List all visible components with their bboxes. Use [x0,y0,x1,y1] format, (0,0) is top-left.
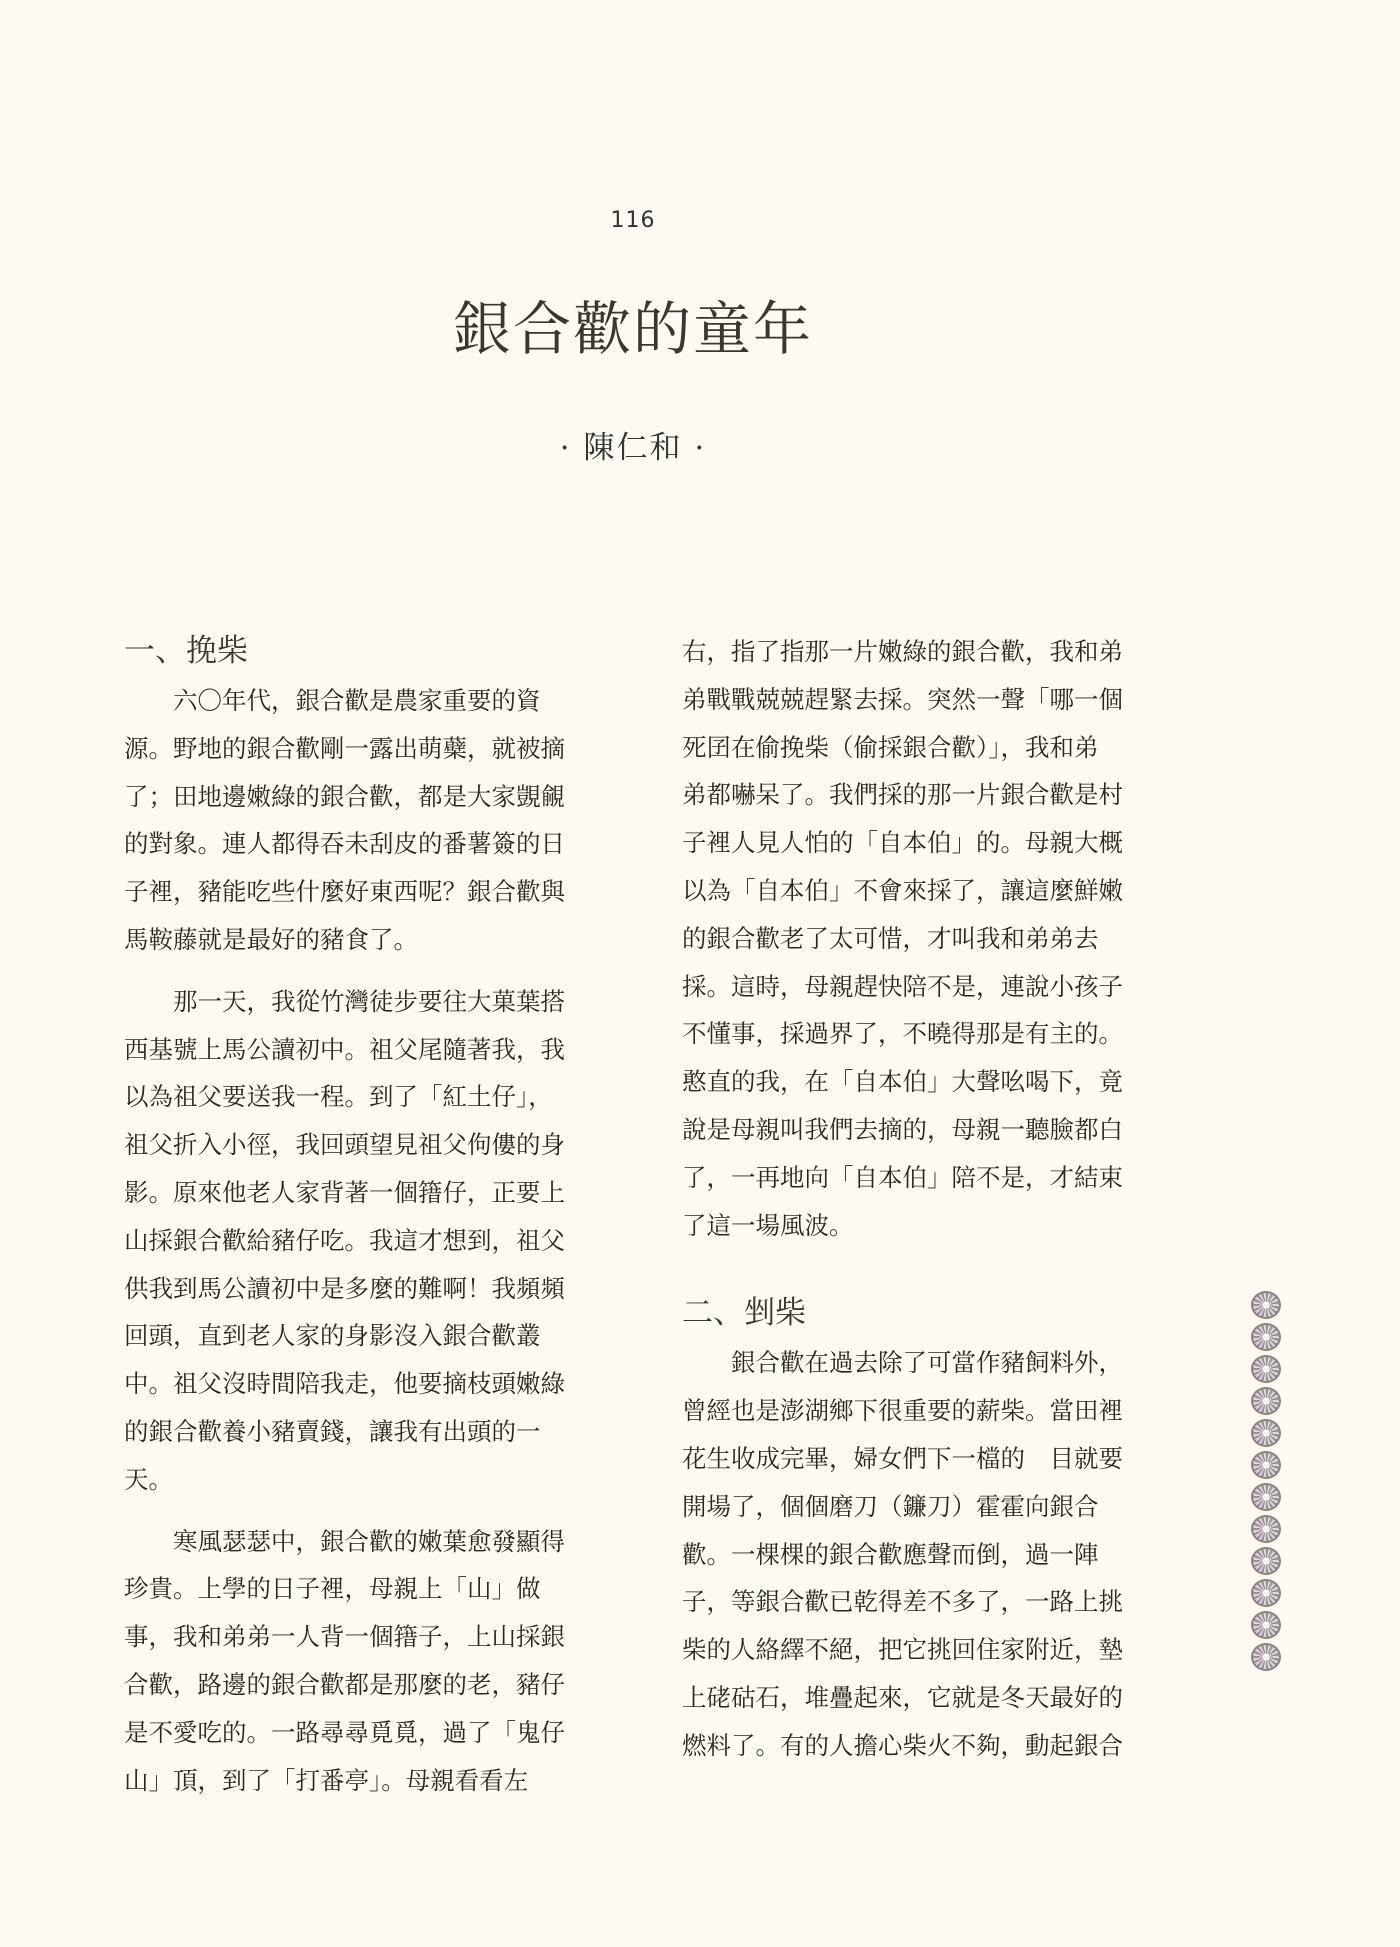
text-line: 花生收成完畢，婦女們下一檔的 目就要 [682,1443,1123,1473]
left-column-body [124,677,589,1804]
text-line: 死囝在偷挽柴（偷採銀合歡）」，我和弟 [682,732,1099,762]
text-line: 子，等銀合歡已乾得差不多了，一路上挑 [682,1587,1123,1617]
text-line: 採。這時，母親趕快陪不是，連說小孩子 [682,971,1123,1001]
text-line: 源。野地的銀合歡剛一露出萌蘗，就被摘 [124,733,565,763]
right-column [682,628,1147,1770]
text-line: 供我到馬公讀初中是多麼的難啊！我頻頻 [124,1273,565,1303]
text-line: 以為祖父要送我一程。到了「紅土仔」， [124,1082,553,1112]
left-column [124,625,589,1804]
ornament-medallion-icon [1251,1611,1281,1639]
text-line: 憨直的我，在「自本伯」大聲吆喝下，竟 [682,1067,1123,1097]
text-line: 回頭，直到老人家的身影沒入銀合歡叢 [124,1321,541,1351]
text-line: 不懂事，採過界了，不曉得那是有主的。 [682,1019,1123,1049]
ornament-medallion-icon [1251,1355,1281,1383]
ornament-medallion-icon [1251,1323,1281,1351]
ornament-medallion-icon [1251,1419,1281,1447]
text-line: 燃料了。有的人擔心柴火不夠，動起銀合 [682,1730,1123,1760]
right-column-body-bottom [682,1339,1147,1769]
right-column-body-top [682,628,1147,1249]
text-line: 合歡，路邊的銀合歡都是那麼的老，豬仔 [124,1669,565,1699]
author-byline: · 陳仁和 · [559,430,707,466]
text-line: 開場了，個個磨刀（鐮刀）霍霍向銀合 [682,1491,1099,1521]
ornament-medallion-icon [1251,1547,1281,1575]
text-line: 歡。一棵棵的銀合歡應聲而倒，過一陣 [682,1539,1099,1569]
section-heading-2: 二、剉柴 [682,1295,806,1332]
text-line: 馬鞍藤就是最好的豬食了。 [124,924,418,954]
text-line: 說是母親叫我們去摘的，母親一聽臉都白 [682,1114,1123,1144]
text-line: 山」頂，到了「打番亭」。母親看看左 [124,1765,529,1795]
ornament-medallion-icon [1251,1291,1281,1319]
text-line: 影。原來他老人家背著一個簎仔，正要上 [124,1177,565,1207]
text-line: 子裡人見人怕的「自本伯」的。母親大概 [682,828,1123,858]
text-line: 的銀合歡養小豬賣錢，讓我有出頭的一 [124,1416,541,1446]
ornament-medallion-icon [1251,1579,1281,1607]
article-title: 銀合歡的童年 [452,295,813,363]
text-line: 右，指了指那一片嫩綠的銀合歡，我和弟 [682,637,1123,666]
text-line: 以為「自本伯」不會來採了，讓這麼鮮嫩 [682,875,1123,905]
text-line: 弟都嚇呆了。我們採的那一片銀合歡是村 [682,780,1123,810]
text-line: 那一天，我從竹灣徒步要往大菓葉搭 [124,986,565,1016]
section-heading-1: 一、挽柴 [124,633,248,669]
text-line: 祖父折入小徑，我回頭望見祖父佝僂的身 [124,1130,565,1160]
text-line: 的銀合歡老了太可惜，才叫我和弟弟去 [682,923,1099,953]
text-line: 事，我和弟弟一人背一個簎子，上山採銀 [124,1622,565,1652]
page-number: 116 [610,208,656,233]
text-line: 了這一場風波。 [682,1210,854,1240]
text-line: 的對象。連人都得吞未刮皮的番薯簽的日 [124,829,565,859]
text-line: 珍貴。上學的日子裡，母親上「山」做 [124,1574,541,1604]
text-line: 了；田地邊嫩綠的銀合歡，都是大家覬覦 [124,781,565,811]
text-line: 西基號上馬公讀初中。祖父尾隨著我，我 [124,1034,565,1064]
text-line: 曾經也是澎湖鄉下很重要的薪柴。當田裡 [682,1396,1123,1426]
text-line: 是不愛吃的。一路尋尋覓覓，過了「鬼仔 [124,1717,565,1747]
text-line: 天。 [124,1464,173,1494]
text-line: 子裡，豬能吃些什麼好東西呢？銀合歡與 [124,877,565,907]
text-line: 了，一再地向「自本伯」陪不是，才結束 [682,1162,1123,1192]
text-line: 中。祖父沒時間陪我走，他要摘枝頭嫩綠 [124,1369,565,1399]
text-line: 上硓𥑮石，堆疊起來，它就是冬天最好的 [682,1682,1123,1712]
ornament-medallion-icon [1251,1483,1281,1511]
ornament-medallion-icon [1251,1643,1281,1671]
text-line: 弟戰戰兢兢趕緊去採。突然一聲「哪一個 [682,684,1123,714]
text-line: 銀合歡在過去除了可當作豬飼料外， [682,1348,1123,1378]
text-line: 寒風瑟瑟中，銀合歡的嫩葉愈發顯得 [124,1526,565,1556]
margin-ornament-strip [1247,1291,1285,1675]
ornament-medallion-icon [1251,1451,1281,1479]
ornament-medallion-icon [1251,1515,1281,1543]
text-line: 山採銀合歡給豬仔吃。我這才想到，祖父 [124,1225,565,1255]
text-line: 柴的人絡繹不絕，把它挑回住家附近，墊 [682,1635,1123,1665]
text-line: 六〇年代，銀合歡是農家重要的資 [124,686,541,715]
ornament-medallion-icon [1251,1387,1281,1415]
